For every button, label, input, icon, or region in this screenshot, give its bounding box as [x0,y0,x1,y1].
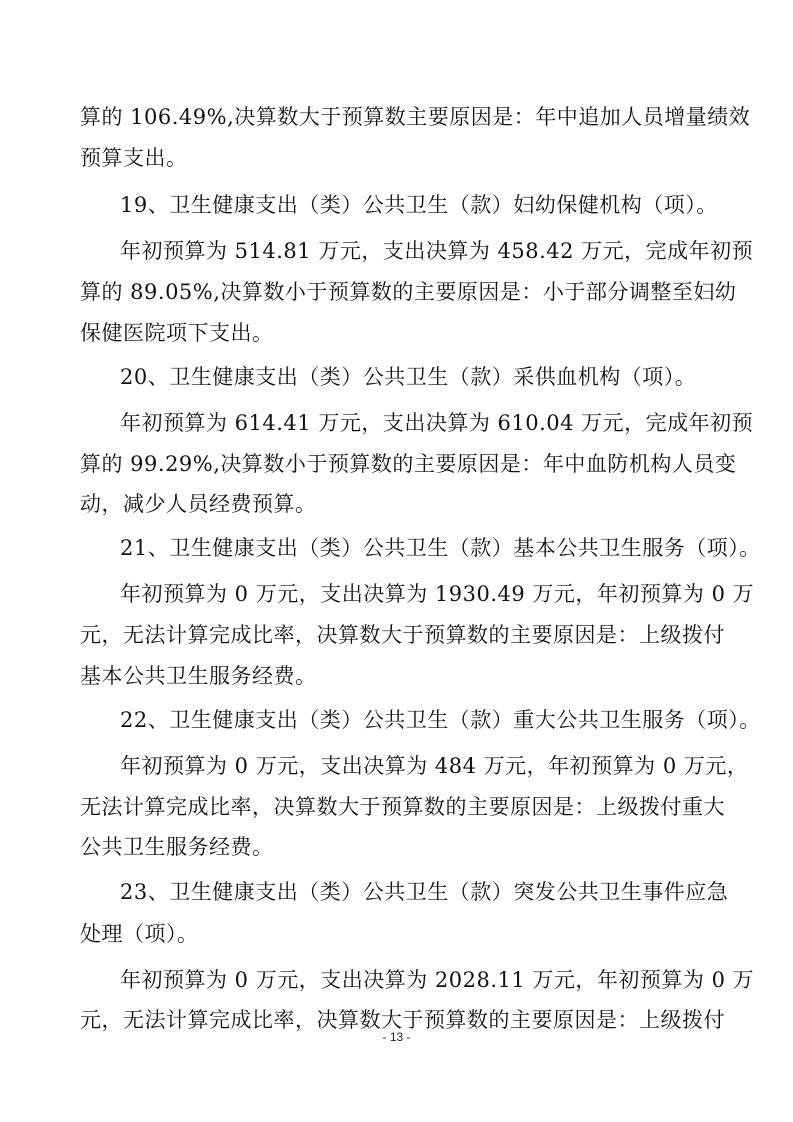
body-line: 元，无法计算完成比率，决算数大于预算数的主要原因是：上级拨付 [80,1008,725,1032]
body-line: 公共卫生服务经费。 [80,835,274,859]
page-number: - 13 - [382,1030,411,1044]
body-line: 年初预算为 0 万元，支出决算为 484 万元，年初预算为 0 万元， [120,754,749,778]
section-heading-19: 19、卫生健康支出（类）公共卫生（款）妇幼保健机构（项）。 [120,193,718,217]
body-line: 保健医院项下支出。 [80,321,274,345]
body-line: 无法计算完成比率，决算数大于预算数的主要原因是：上级拨付重大 [80,795,725,819]
body-line: 基本公共卫生服务经费。 [80,664,317,688]
body-line: 算的 106.49%,决算数大于预算数主要原因是：年中追加人员增量绩效 [80,105,751,129]
section-heading-20: 20、卫生健康支出（类）公共卫生（款）采供血机构（项）。 [120,365,697,389]
section-heading-22: 22、卫生健康支出（类）公共卫生（款）重大公共卫生服务（项）。 [120,708,761,732]
body-line: 算的 99.29%,决算数小于预算数的主要原因是：年中血防机构人员变 [80,452,737,476]
body-line: 预算支出。 [80,146,188,170]
body-line: 年初预算为 0 万元，支出决算为 2028.11 万元，年初预算为 0 万 [120,968,755,992]
body-line: 年初预算为 0 万元，支出决算为 1930.49 万元，年初预算为 0 万 [120,582,755,606]
body-line: 处理（项）。 [80,922,199,946]
section-heading-21: 21、卫生健康支出（类）公共卫生（款）基本公共卫生服务（项）。 [120,536,761,560]
body-line: 动，减少人员经费预算。 [80,492,317,516]
section-heading-23: 23、卫生健康支出（类）公共卫生（款）突发公共卫生事件应急 [120,880,729,904]
body-line: 元，无法计算完成比率，决算数大于预算数的主要原因是：上级拨付 [80,623,725,647]
body-line: 算的 89.05%,决算数小于预算数的主要原因是：小于部分调整至妇幼 [80,280,737,304]
body-line: 年初预算为 614.41 万元，支出决算为 610.04 万元，完成年初预 [120,411,754,435]
body-line: 年初预算为 514.81 万元，支出决算为 458.42 万元，完成年初预 [120,239,754,263]
